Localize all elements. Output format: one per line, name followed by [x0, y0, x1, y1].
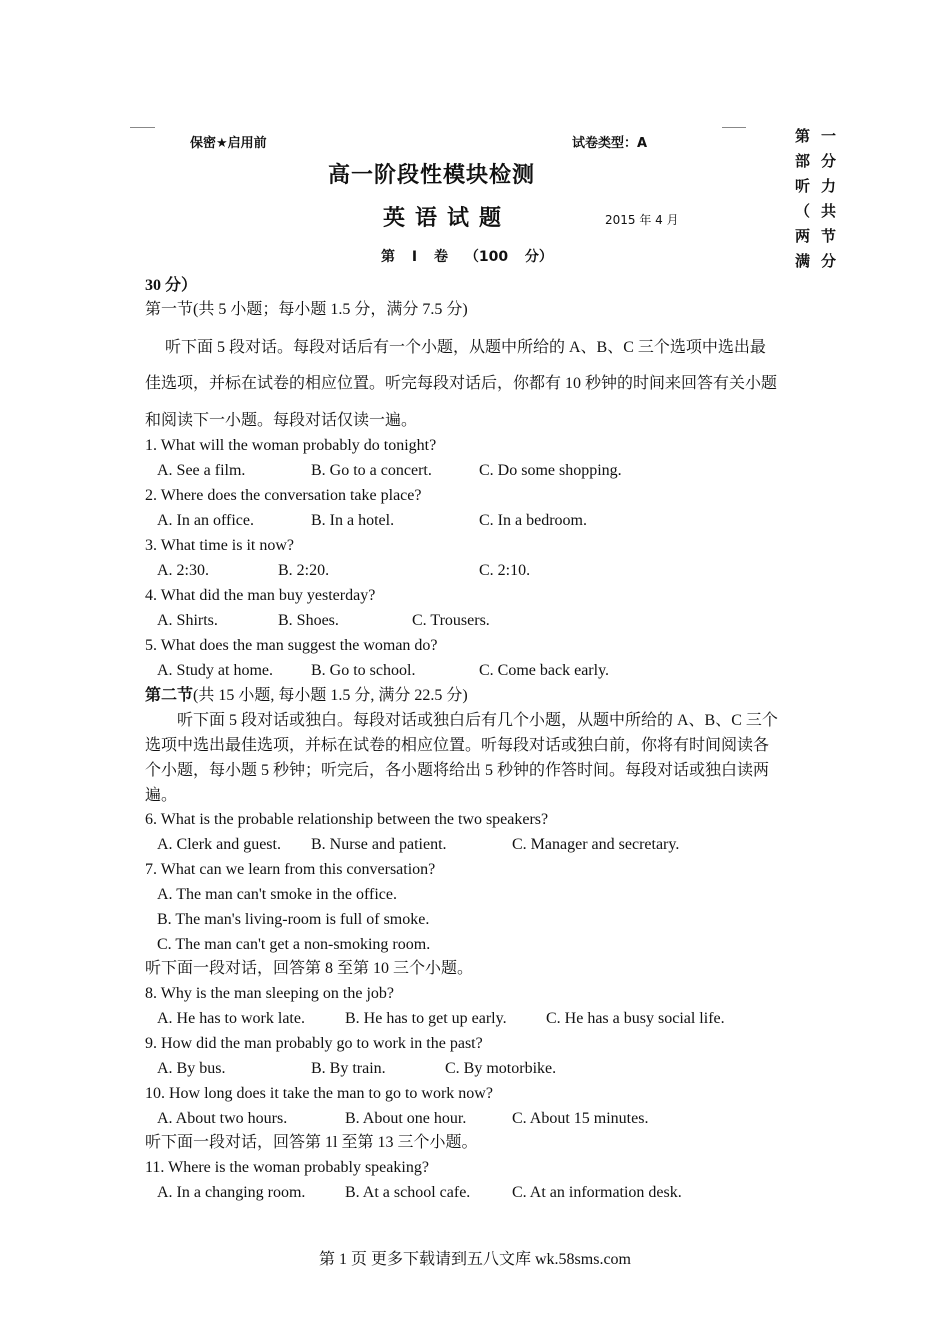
section1-instruction-line: 和阅读下一小题。每段对话仅读一遍。 [145, 412, 418, 429]
section2-heading-label: 第二节 [145, 687, 194, 704]
side-char: 力 [821, 177, 837, 195]
side-char: 一 [821, 127, 837, 145]
q11-option-b: B. At a school cafe. [345, 1184, 471, 1201]
section2-instruction-line: 听下面 5 段对话或独白。每段对话或独白后有几个小题，从题中所给的 A、B、C 三个 [177, 712, 778, 729]
side-char: 两 [795, 227, 811, 245]
side-char: 满 [795, 252, 811, 270]
q1-option-b: B. Go to a concert. [311, 462, 432, 479]
q5-option-c: C. Come back early. [479, 662, 610, 679]
q7-option-b: B. The man's living-room is full of smoke. [157, 911, 430, 928]
section2-heading-scoring: (共 15 小题, 每小题 1.5 分, 满分 22.5 分) [193, 687, 468, 704]
q6-option-a: A. Clerk and guest. [157, 836, 281, 853]
q7-option-a: A. The man can't smoke in the office. [157, 886, 397, 903]
q1-option-a: A. See a film. [157, 462, 246, 479]
note-questions-8-10: 听下面一段对话，回答第 8 至第 10 三个小题。 [145, 960, 474, 977]
question-3: 3. What time is it now? [145, 537, 295, 554]
q9-option-b: B. By train. [311, 1060, 386, 1077]
question-7: 7. What can we learn from this conversation? [145, 861, 436, 878]
question-11: 11. Where is the woman probably speaking? [145, 1159, 429, 1176]
part-score-continuation: 30 分） [145, 277, 198, 294]
q1-option-c: C. Do some shopping. [479, 462, 622, 479]
section1-instruction-line: 听下面 5 段对话。每段对话后有一个小题，从题中所给的 A、B、C 三个选项中选出最 [165, 339, 766, 356]
q5-option-a: A. Study at home. [157, 662, 273, 679]
side-part-heading [795, 124, 847, 274]
section2-instruction-line: 个小题，每小题 5 秒钟；听完后，各小题将给出 5 秒钟的作答时间。每段对话或独白读两 [145, 762, 770, 779]
question-2: 2. Where does the conversation take place? [145, 487, 422, 504]
section2-instruction-line: 选项中选出最佳选项，并标在试卷的相应位置。听每段对话或独白前，你将有时间阅读各 [145, 737, 770, 754]
q4-option-c: C. Trousers. [412, 612, 490, 629]
side-char: 分 [821, 152, 837, 170]
q3-option-a: A. 2:30. [157, 562, 209, 579]
q10-option-b: B. About one hour. [345, 1110, 467, 1127]
side-char: 分 [821, 252, 837, 270]
section2-instruction-line: 遍。 [145, 787, 178, 804]
question-9: 9. How did the man probably go to work in the past? [145, 1035, 483, 1052]
exam-title: 高一阶段性模块检测 [328, 163, 536, 188]
q2-option-c: C. In a bedroom. [479, 512, 587, 529]
q9-option-c: C. By motorbike. [445, 1060, 557, 1077]
q8-option-a: A. He has to work late. [157, 1010, 305, 1027]
page-footer: 第 1 页 更多下载请到五八文库 wk.58sms.com [318, 1251, 631, 1268]
side-char: 节 [821, 227, 837, 245]
q8-option-b: B. He has to get up early. [345, 1010, 507, 1027]
question-10: 10. How long does it take the man to go to work now? [145, 1085, 493, 1102]
q4-option-a: A. Shirts. [157, 612, 218, 629]
q11-option-c: C. At an information desk. [512, 1184, 682, 1201]
q2-option-a: A. In an office. [157, 512, 254, 529]
q9-option-a: A. By bus. [157, 1060, 226, 1077]
q8-option-c: C. He has a busy social life. [546, 1010, 725, 1027]
q2-option-b: B. In a hotel. [311, 512, 395, 529]
q6-option-c: C. Manager and secretary. [512, 836, 680, 853]
q10-option-c: C. About 15 minutes. [512, 1110, 649, 1127]
confidential-label: 保密★启用前 [190, 136, 267, 151]
volume-label: 第 I 卷 （100 分） [381, 249, 553, 265]
q3-option-b: B. 2:20. [278, 562, 330, 579]
side-char: 共 [821, 202, 837, 220]
question-4: 4. What did the man buy yesterday? [145, 587, 376, 604]
side-char: （ [795, 202, 811, 220]
q5-option-b: B. Go to school. [311, 662, 416, 679]
side-char: 听 [795, 177, 811, 195]
header-rule-right [722, 127, 746, 128]
header-rule-left [130, 127, 155, 128]
q7-option-c: C. The man can't get a non-smoking room. [157, 936, 431, 953]
q4-option-b: B. Shoes. [278, 612, 339, 629]
question-1: 1. What will the woman probably do tonight? [145, 437, 437, 454]
side-char: 第 [795, 127, 811, 145]
section1-instruction-line: 佳选项，并标在试卷的相应位置。听完每段对话后，你都有 10 秒钟的时间来回答有关小题 [145, 375, 778, 392]
question-6: 6. What is the probable relationship between the two speakers? [145, 811, 549, 828]
section2-heading [145, 686, 468, 706]
q3-option-c: C. 2:10. [479, 562, 531, 579]
section1-heading: 第一节(共 5 小题；每小题 1.5 分，满分 7.5 分) [145, 301, 468, 318]
paper-type-label: 试卷类型：A [572, 136, 648, 151]
side-char: 部 [795, 152, 811, 170]
q10-option-a: A. About two hours. [157, 1110, 288, 1127]
subject-title: 英语试题 [383, 206, 512, 231]
note-questions-11-13: 听下面一段对话，回答第 1l 至第 13 三个小题。 [145, 1134, 478, 1151]
question-5: 5. What does the man suggest the woman do? [145, 637, 438, 654]
exam-date: 2015 年 4 月 [605, 213, 679, 227]
q6-option-b: B. Nurse and patient. [311, 836, 447, 853]
question-8: 8. Why is the man sleeping on the job? [145, 985, 394, 1002]
q11-option-a: A. In a changing room. [157, 1184, 306, 1201]
